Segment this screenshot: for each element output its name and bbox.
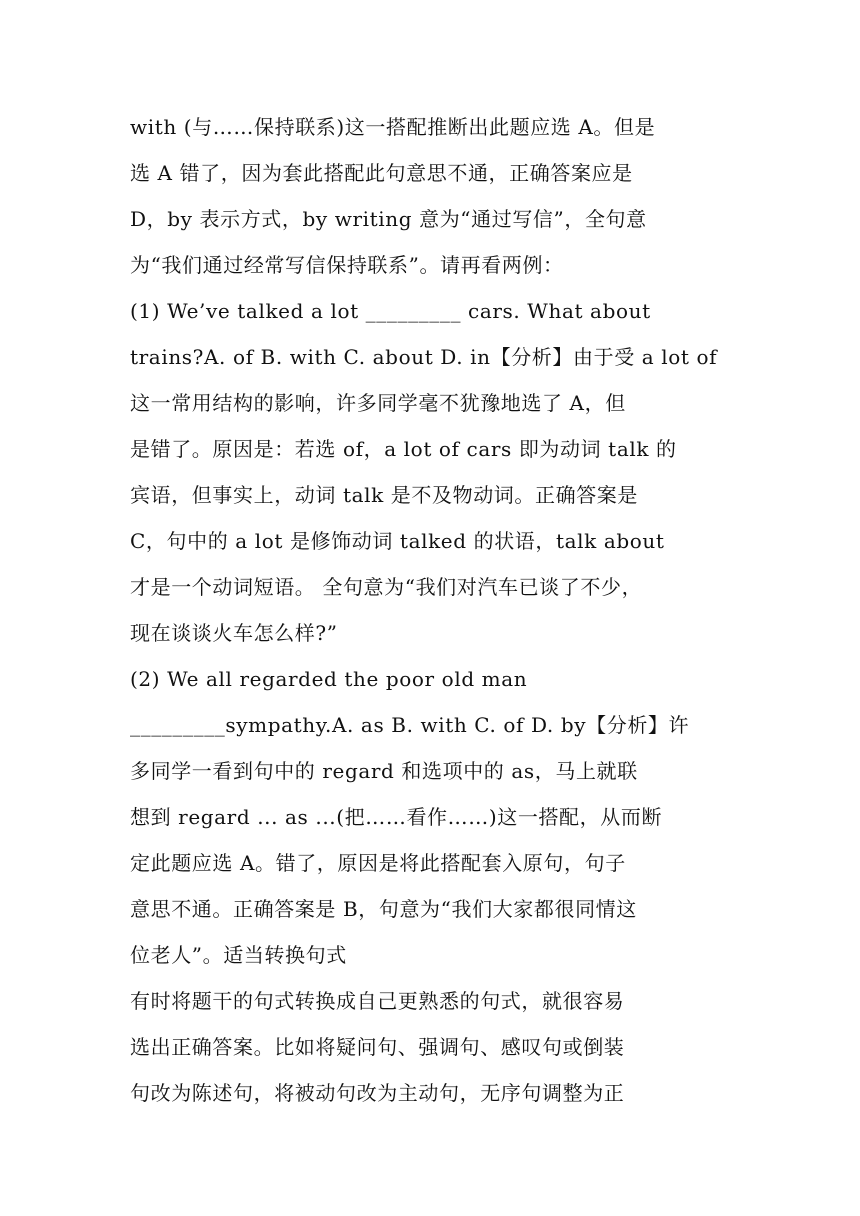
paragraph-explanation-keep-in-touch xyxy=(130,104,730,288)
text-line: 宾语，但事实上，动词 talk 是不及物动词。正确答案是 xyxy=(130,483,638,507)
text-line: 多同学一看到句中的 regard 和选项中的 as，马上就联 xyxy=(130,759,638,783)
text-line: (1) We’ve talked a lot _________ cars. What about xyxy=(130,299,651,323)
text-line: with (与……保持联系)这一搭配推断出此题应选 A。但是 xyxy=(130,115,656,139)
text-line: 想到 regard ... as ...(把……看作……)这一搭配，从而断 xyxy=(130,805,663,829)
paragraph-sentence-transformation xyxy=(130,978,730,1116)
text-line: 现在谈谈火车怎么样?” xyxy=(130,621,338,645)
paragraph-example-1 xyxy=(130,288,730,656)
text-line: 意思不通。正确答案是 B，句意为“我们大家都很同情这 xyxy=(130,897,637,921)
text-line: _________sympathy.A. as B. with C. of D. by【分析】许 xyxy=(130,713,690,737)
text-line: 有时将题干的句式转换成自己更熟悉的句式，就很容易 xyxy=(130,989,625,1013)
text-line: 选出正确答案。比如将疑问句、强调句、感叹句或倒装 xyxy=(130,1035,625,1059)
paragraph-example-2 xyxy=(130,656,730,978)
text-line: 句改为陈述句，将被动句改为主动句，无序句调整为正 xyxy=(130,1081,625,1105)
text-line: 这一常用结构的影响，许多同学毫不犹豫地选了 A，但 xyxy=(130,391,626,415)
text-line: trains?A. of B. with C. about D. in【分析】由于受 a lot of xyxy=(130,345,718,369)
text-line: 才是一个动词短语。 全句意为“我们对汽车已谈了不少， xyxy=(130,575,643,599)
document-page xyxy=(130,104,730,1116)
text-line: D，by 表示方式，by writing 意为“通过写信”，全句意 xyxy=(130,207,647,231)
text-line: 定此题应选 A。错了，原因是将此搭配套入原句，句子 xyxy=(130,851,626,875)
text-line: C，句中的 a lot 是修饰动词 talked 的状语，talk about xyxy=(130,529,665,553)
text-line: (2) We all regarded the poor old man xyxy=(130,667,528,691)
text-line: 为“我们通过经常写信保持联系”。请再看两例： xyxy=(130,253,564,277)
text-line: 位老人”。适当转换句式 xyxy=(130,943,347,967)
text-line: 选 A 错了，因为套此搭配此句意思不通，正确答案应是 xyxy=(130,161,633,185)
text-line: 是错了。原因是：若选 of，a lot of cars 即为动词 talk 的 xyxy=(130,437,677,461)
